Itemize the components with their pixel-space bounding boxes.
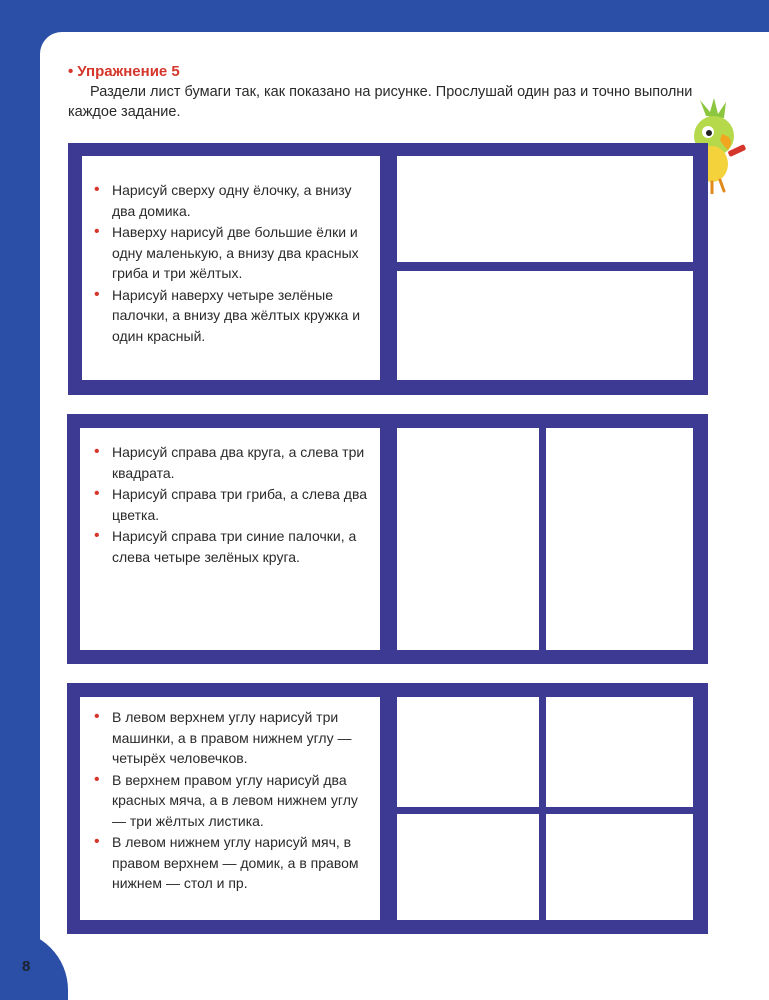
task-item: • В левом нижнем углу нарисуй мяч, в правом верхнем — домик, а в правом нижнем — стол и пр.: [92, 832, 364, 894]
page-number: 8: [22, 958, 31, 975]
drawing-cell-bottom-left: [397, 814, 539, 920]
drawing-cell-top-left: [397, 697, 539, 807]
instruction-cell-1: [82, 156, 380, 380]
task-list-3: [92, 707, 364, 894]
drawing-cell-top: [397, 156, 693, 262]
task-item: • Наверху нарисуй две большие ёлки и одну маленькую, а внизу два красных гриба и три жёлтых.: [92, 222, 372, 284]
task-item: • Нарисуй справа три синие палочки, а слева четыре зелёных круга.: [92, 526, 370, 567]
drawing-cell-top-right: [546, 697, 693, 807]
exercise-title-text: Упражнение 5: [77, 63, 180, 80]
drawing-cell-bottom: [397, 271, 693, 380]
task-list-2: [92, 442, 370, 567]
drawing-cell-left: [397, 428, 539, 650]
task-item: • В верхнем правом углу нарисуй два красных мяча, а в левом нижнем углу — три жёлтых листика.: [92, 770, 364, 832]
drawing-cell-right: [546, 428, 693, 650]
task-item: • Нарисуй наверху четыре зелёные палочки, а внизу два жёлтых кружка и один красный.: [92, 285, 372, 347]
bullet-icon: •: [68, 63, 74, 80]
task-list-1: [92, 180, 372, 346]
drawing-cell-bottom-right: [546, 814, 693, 920]
task-item: • В левом верхнем углу нарисуй три машинки, а в правом нижнем углу — четырёх человечков.: [92, 707, 364, 769]
task-item: • Нарисуй справа три гриба, а слева два цветка.: [92, 484, 370, 525]
exercise-intro: Раздели лист бумаги так, как показано на рисунке. Прослушай один раз и точно выполни каждое задание.: [68, 84, 693, 120]
exercise-title: [68, 63, 180, 80]
instruction-cell-2: [80, 428, 380, 650]
task-item: • Нарисуй сверху одну ёлочку, а внизу два домика.: [92, 180, 372, 221]
task-item: • Нарисуй справа два круга, а слева три квадрата.: [92, 442, 370, 483]
instruction-cell-3: [80, 697, 380, 920]
